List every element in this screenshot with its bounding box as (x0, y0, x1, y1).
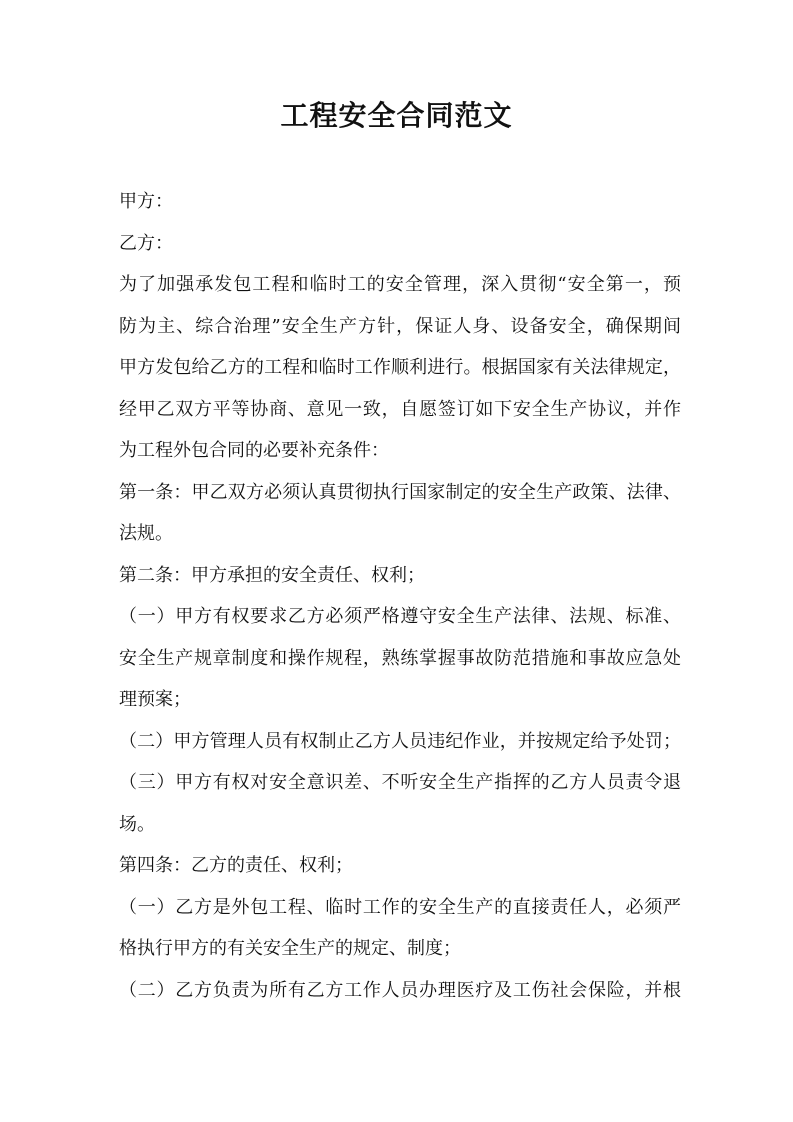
paragraph-line: 甲方： (119, 191, 173, 212)
paragraph-line: 第四条：乙方的责任、权利； (119, 855, 353, 876)
paragraph-line: 乙方： (119, 232, 173, 254)
paragraph-line: 第一条：甲乙双方必须认真贯彻执行国家制定的安全生产政策、法律、 (119, 481, 681, 503)
paragraph-line: 第二条：甲方承担的安全责任、权利； (119, 564, 425, 586)
paragraph-line: （二）乙方负责为所有乙方工作人员办理医疗及工伤社会保险，并根 (119, 979, 681, 1001)
paragraph-line: 法规。 (119, 523, 173, 544)
paragraph-line: （一）乙方是外包工程、临时工作的安全生产的直接责任人，必须严 (119, 896, 681, 918)
paragraph-line: 为工程外包合同的必要补充条件： (119, 440, 389, 461)
paragraph-line: 为了加强承发包工程和临时工的安全管理，深入贯彻“安全第一，预 (119, 274, 681, 295)
paragraph-line: 场。 (119, 813, 155, 835)
paragraph-line: 格执行甲方的有关安全生产的规定、制度； (119, 938, 461, 959)
document-body (119, 181, 681, 1011)
paragraph-line: 甲方发包给乙方的工程和临时工作顺利进行。根据国家有关法律规定， (119, 357, 681, 378)
paragraph-line: 经甲乙双方平等协商、意见一致，自愿签订如下安全生产协议，并作 (119, 398, 681, 420)
document-title: 工程安全合同范文 (280, 99, 513, 132)
paragraph-line: 理预案； (119, 689, 191, 710)
paragraph-line: （二）甲方管理人员有权制止乙方人员违纪作业，并按规定给予处罚； (119, 730, 681, 752)
paragraph-line: （三）甲方有权对安全意识差、不听安全生产指挥的乙方人员责令退 (119, 772, 681, 793)
paragraph-line: 安全生产规章制度和操作规程，熟练掌握事故防范措施和事故应急处 (119, 647, 681, 669)
paragraph-line: 防为主、综合治理”安全生产方针，保证人身、设备安全，确保期间 (119, 315, 681, 337)
paragraph-line: （一）甲方有权要求乙方必须严格遵守安全生产法律、法规、标准、 (119, 606, 681, 627)
